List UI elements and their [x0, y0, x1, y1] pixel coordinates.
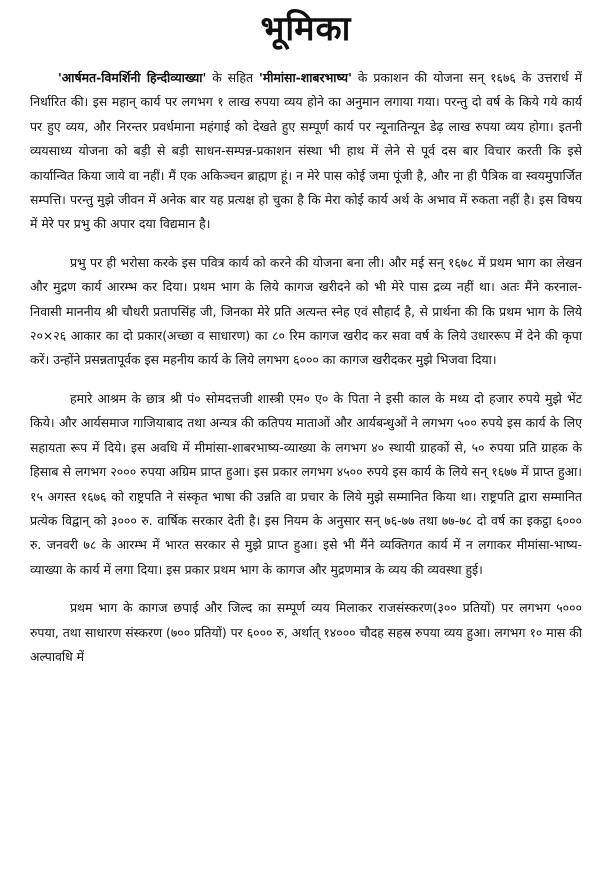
paragraph-1-connector: के सहित [206, 70, 260, 85]
paragraph-2: प्रभु पर ही भरोसा करके इस पवित्र कार्य को करने की योजना बना ली। और मई सन् १६७८ में प्रथम भाग का लेखन और मुद्रण कार्य आरम्भ कर दिया। प्रथम भाग के लिये कागज खरीदने को भी मेरे पास द्रव्य नहीं था। अतः मैंने करनाल-निवासी माननीय श्री चौधरी प्रतापसिंह जी, जिनका मेरे प्रति अत्यन्त स्नेह एवं सौहार्द है, से प्रार्थना की कि प्रथम भाग के लिये २०×२६ आकार का दो प्रकार(अच्छा व साधारण) का ८० रिम कागज खरीद कर सवा वर्ष के लिये उधाररूप में देने की कृपा करें। उन्होंने प्रसन्नतापूर्वक इस महनीय कार्य के लिये लगभग ६००० का कागज खरीदकर मुझे भिजवा दिया। [30, 254, 582, 368]
paragraph-1-body: के प्रकाशन की योजना सन् १६७६ के उत्तरार्ध में निर्धारित की। इस महान् कार्य पर लगभग १ लाख रुपया व्यय होने का अनुमान लगाया गया। परन्तु दो वर्ष के किये गये कार्य पर हुए व्यय, और निरन्तर प्रवर्धमाना महंगाई को देखते हुए सम्पूर्ण कार्य पर न्यूनातिन्यून डेढ़ लाख रुपया व्यय होगा। इतनी व्ययसाध्य योजना को बड़ी से बड़ी साधन-सम्पन्न-प्रकाशन संस्था भी हाथ में लेने से पूर्व दस बार विचार करती कि इसे कार्यान्वित किया जाये वा नहीं। मैं एक अकिञ्चन ब्राह्मण हूं। न मेरे पास कोई जमा पूंजी है, और ना ही पैत्रिक वा स्वयमुपार्जित सम्पत्ति। परन्तु मुझे जीवन में अनेक बार यह प्रत्यक्ष हो चुका है कि मेरा कोई कार्य अर्थ के अभाव में रुकता नहीं है। इस विषय में मेरे पर प्रभु की अपार दया विद्यमान है। [30, 70, 582, 232]
paragraph-4: प्रथम भाग के कागज छपाई और जिल्द का सम्पूर्ण व्यय मिलाकर राजसंस्करण(३०० प्रतियों) पर लगभग ५००० रुपया, तथा साधारण संस्करण (७०० प्रतियों) पर ६००० रु, अर्थात् १४००० चौदह सहस्र रुपया व्यय हुआ। लगभग १० मास की अल्पावधि में [30, 600, 582, 664]
book-title-commentary: 'आर्षमत-विमर्शिनी हिन्दीव्याख्या' [58, 70, 207, 85]
book-title-shabarbhashya: 'मीमांसा-शाबरभाष्य' [259, 70, 352, 85]
paragraph-3: हमारे आश्रम के छात्र श्री पं० सोमदत्तजी शास्त्री एम० ए० के पिता ने इसी काल के मध्य दो हजार रुपये मुझे भेंट किये। और आर्यसमाज गाजियाबाद तथा अन्यत्र की कतिपय माताओं और आर्यबन्धुओं ने लगभग ५०० रुपये इस कार्य के लिए सहायता रूप में दिये। इस अवधि में मीमांसा-शाबरभाष्य-व्याख्या के लगभग ४० स्थायी ग्राहकों से, ५० रुपया प्रति ग्राहक के हिसाब से लगभग २००० रुपया अग्रिम प्राप्त हुआ। इस प्रकार लगभग ४५०० रुपये इस कार्य के लिये सन् १६७७ में प्राप्त हुआ। १५ अगस्त १६७६ को राष्ट्रपति ने संस्कृत भाषा की उन्नति वा प्रचार के लिये मुझे सम्मानित किया था। राष्ट्रपति द्वारा सम्मानित प्रत्येक विद्वान् को ३००० रु. वार्षिक सरकार देती है। इस नियम के अनुसार सन् ७६-७७ तथा ७७-७८ दो वर्ष का इकट्ठा ६००० रु. जनवरी ७८ के आरम्भ में भारत सरकार से मुझे प्राप्त हुआ। इसे भी मैंने व्यक्तिगत कार्य में न लगाकर मीमांसा-भाष्य-व्याख्या के कार्य में लगा दिया। इस प्रकार प्रथम भाग के कागज और मुद्रणमात्र के व्यय की व्यवस्था हुई। [30, 390, 582, 577]
page-title: भूमिका [260, 9, 352, 49]
paragraph-1 [30, 66, 582, 237]
